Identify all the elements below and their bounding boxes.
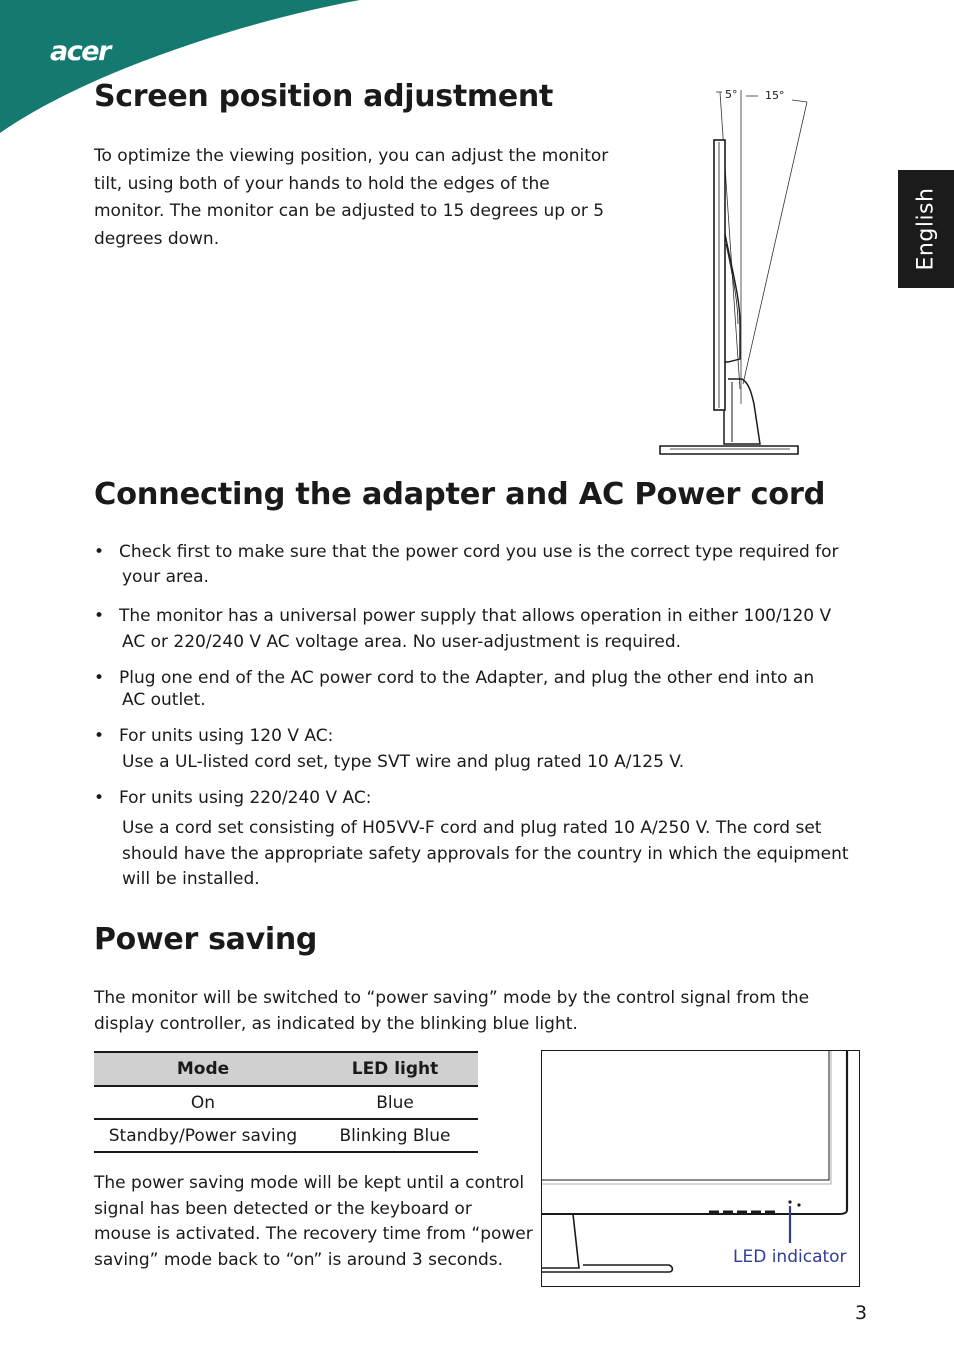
table-row xyxy=(94,1119,478,1152)
power-saving-title: Power saving xyxy=(94,922,318,957)
power-saving-recovery-text: The power saving mode will be kept until a control signal has been detected or the keyboard or mouse is activated. The recovery time from “power saving” mode back to “on” is around 3 seconds. xyxy=(94,1173,533,1270)
power-saving-intro: The monitor will be switched to “power saving” mode by the control signal from the display controller, as indicated by the blinking blue light. xyxy=(94,988,810,1034)
led-indicator-label: LED indicator xyxy=(733,1247,847,1267)
table-header-row xyxy=(94,1052,478,1086)
bullet-dot-icon: • xyxy=(94,726,105,746)
page-number: 3 xyxy=(855,1302,868,1324)
table-cell: Standby/Power saving xyxy=(94,1119,312,1152)
table-row xyxy=(94,1086,478,1119)
bullet-text-continued: your area. xyxy=(122,567,209,587)
language-tab xyxy=(898,170,954,288)
led-light-column-header: LED light xyxy=(312,1052,478,1086)
connecting-adapter-title: Connecting the adapter and AC Power cord xyxy=(94,477,826,512)
acer-logo: acer xyxy=(50,36,110,67)
bullet-text-continued: Use a UL-listed cord set, type SVT wire and plug rated 10 A/125 V. xyxy=(122,752,685,772)
bullet-dot-icon: • xyxy=(94,668,105,688)
bullet-text-continued: AC or 220/240 V AC voltage area. No user-adjustment is required. xyxy=(122,632,682,652)
language-tab-label: English xyxy=(913,187,939,271)
led-mode-table xyxy=(94,1051,478,1153)
bullet-dot-icon: • xyxy=(94,542,105,562)
tilt-up-label: 15° xyxy=(765,89,785,102)
bullet-dot-icon: • xyxy=(94,606,105,626)
tilt-down-label: 5° xyxy=(725,88,738,101)
screen-position-title: Screen position adjustment xyxy=(94,79,554,114)
bullet-text-continued: AC outlet. xyxy=(122,690,206,710)
bullet-text: The monitor has a universal power supply that allows operation in either 100/120 V xyxy=(119,606,832,626)
bullet-dot-icon: • xyxy=(94,788,105,808)
bullet-text: For units using 220/240 V AC: xyxy=(119,788,372,808)
bullet-text-continued: Use a cord set consisting of H05VV-F cord and plug rated 10 A/250 V. The cord set should have the appropriate safety approvals for the country in which the equipment will be installed. xyxy=(122,818,849,889)
monitor-tilt-diagram xyxy=(650,84,820,464)
bullet-text: Check first to make sure that the power cord you use is the correct type required for xyxy=(119,542,839,562)
mode-column-header: Mode xyxy=(94,1052,312,1086)
table-cell: Blue xyxy=(312,1086,478,1119)
bullet-text: Plug one end of the AC power cord to the Adapter, and plug the other end into an xyxy=(119,668,815,688)
table-cell: On xyxy=(94,1086,312,1119)
corner-swoosh xyxy=(0,0,360,135)
bullet-text: For units using 120 V AC: xyxy=(119,726,334,746)
screen-position-body: To optimize the viewing position, you can adjust the monitor tilt, using both of your hands to hold the edges of the monitor. The monitor can be adjusted to 15 degrees up or 5 degrees down. xyxy=(94,146,609,249)
table-cell: Blinking Blue xyxy=(312,1119,478,1152)
